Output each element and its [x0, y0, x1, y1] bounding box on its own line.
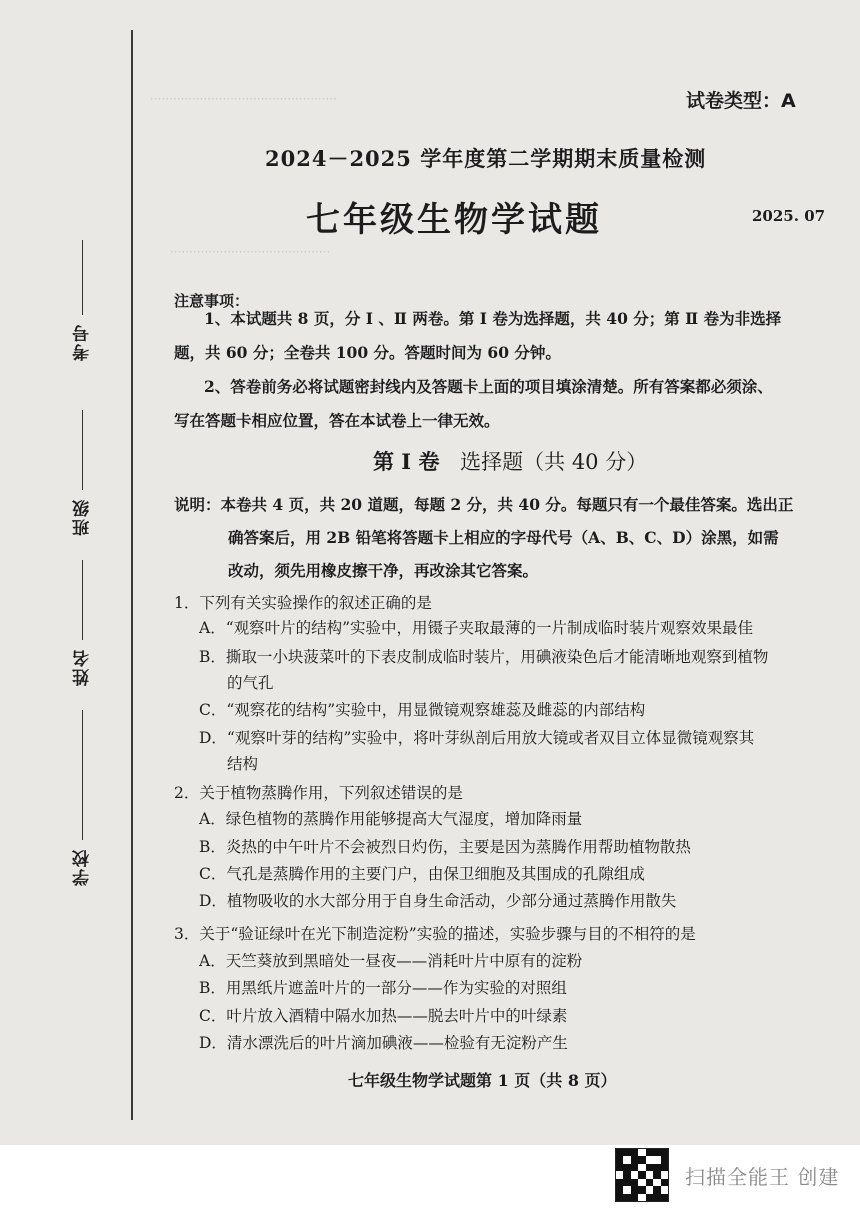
question-1-option-a: A．“观察叶片的结构”实验中，用镊子夹取最薄的一片制成临时装片观察效果最佳	[199, 619, 754, 637]
question-1-option-d-cont: 结构	[227, 755, 259, 773]
seal-line	[131, 30, 133, 1120]
question-1-option-d: D．“观察叶芽的结构”实验中，将叶芽纵剖后用放大镜或者双目立体显微镜观察其	[199, 729, 755, 747]
section-header	[373, 446, 647, 476]
subject-title: 七年级生物学试题	[306, 200, 602, 240]
name-label: 姓名	[72, 648, 93, 686]
section-title: 第 Ⅰ 卷	[373, 449, 440, 474]
watermark-text: 扫描全能王 创建	[685, 1164, 840, 1189]
exam-number-field	[62, 240, 102, 361]
name-underline	[82, 560, 83, 640]
school-label: 学校	[72, 848, 93, 886]
question-2-option-d: D．植物吸收的水大部分用于自身生命活动，少部分通过蒸腾作用散失	[199, 892, 677, 910]
exam-date: 2025. 07	[752, 207, 826, 225]
notice-heading: 注意事项：	[174, 292, 250, 310]
bleed-through-text: ·················································	[150, 92, 337, 106]
question-2-option-c: C．气孔是蒸腾作用的主要门户，由保卫细胞及其围成的孔隙组成	[199, 865, 645, 883]
question-1-stem: 1．下列有关实验操作的叙述正确的是	[174, 594, 432, 612]
notice-item-2: 2、答卷前务必将试题密封线内及答题卡上面的项目填涂清楚。所有答案都必须涂、	[204, 377, 773, 396]
name-field	[62, 560, 102, 686]
question-3-option-a: A．天竺葵放到黑暗处一昼夜——消耗叶片中原有的淀粉	[199, 952, 583, 970]
bleed-through-text: ··········································	[170, 245, 331, 259]
question-2-option-b: B．炎热的中午叶片不会被烈日灼伤，主要是因为蒸腾作用帮助植物散热	[199, 838, 691, 856]
question-3-option-b: B．用黑纸片遮盖叶片的一部分——作为实验的对照组	[199, 979, 567, 997]
question-3-option-c: C．叶片放入酒精中隔水加热——脱去叶片中的叶绿素	[199, 1007, 568, 1025]
class-label: 班级	[72, 498, 93, 536]
question-2-stem: 2．关于植物蒸腾作用，下列叙述错误的是	[174, 784, 463, 802]
question-1-option-b: B．撕取一小块菠菜叶的下表皮制成临时装片，用碘液染色后才能清晰地观察到植物	[199, 648, 769, 666]
class-underline	[82, 410, 83, 490]
scanner-watermark	[615, 1148, 839, 1202]
question-3-option-d: D．清水漂洗后的叶片滴加碘液——检验有无淀粉产生	[199, 1034, 568, 1052]
instructions-line-2: 确答案后，用 2B 铅笔将答题卡上相应的字母代号（A、B、C、D）涂黑，如需	[228, 528, 779, 547]
instructions-line-1: 说明：本卷共 4 页，共 20 道题，每题 2 分，共 40 分。每题只有一个最佳答案。选出正	[174, 495, 794, 514]
page-footer: 七年级生物学试题第 1 页（共 8 页）	[348, 1071, 617, 1090]
question-1-option-b-cont: 的气孔	[227, 674, 274, 692]
exam-title: 2024－2025 学年度第二学期期末质量检测	[265, 146, 707, 171]
notice-item-1: 1、本试题共 8 页，分 Ⅰ 、Ⅱ 两卷。第 Ⅰ 卷为选择题，共 40 分；第 Ⅱ 卷为非选择	[204, 309, 782, 328]
question-2-option-a: A．绿色植物的蒸腾作用能够提高大气湿度，增加降雨量	[199, 810, 583, 828]
qr-code-icon	[615, 1148, 669, 1202]
exam-number-label: 考号	[72, 323, 93, 361]
instructions-line-3: 改动，须先用橡皮擦干净，再改涂其它答案。	[228, 561, 539, 580]
paper-type: 试卷类型：A	[686, 90, 796, 112]
notice-item-1-cont: 题，共 60 分；全卷共 100 分。答题时间为 60 分钟。	[174, 343, 561, 362]
question-3-stem: 3．关于“验证绿叶在光下制造淀粉”实验的描述，实验步骤与目的不相符的是	[174, 925, 696, 943]
notice-item-2-cont: 写在答题卡相应位置，答在本试卷上一律无效。	[174, 411, 500, 430]
school-field	[62, 710, 102, 886]
school-underline	[82, 710, 83, 840]
class-field	[62, 410, 102, 536]
question-1-option-c: C．“观察花的结构”实验中，用显微镜观察雄蕊及雌蕊的内部结构	[199, 701, 646, 719]
section-subtitle: 选择题（共 40 分）	[460, 450, 648, 474]
exam-number-underline	[82, 240, 83, 315]
